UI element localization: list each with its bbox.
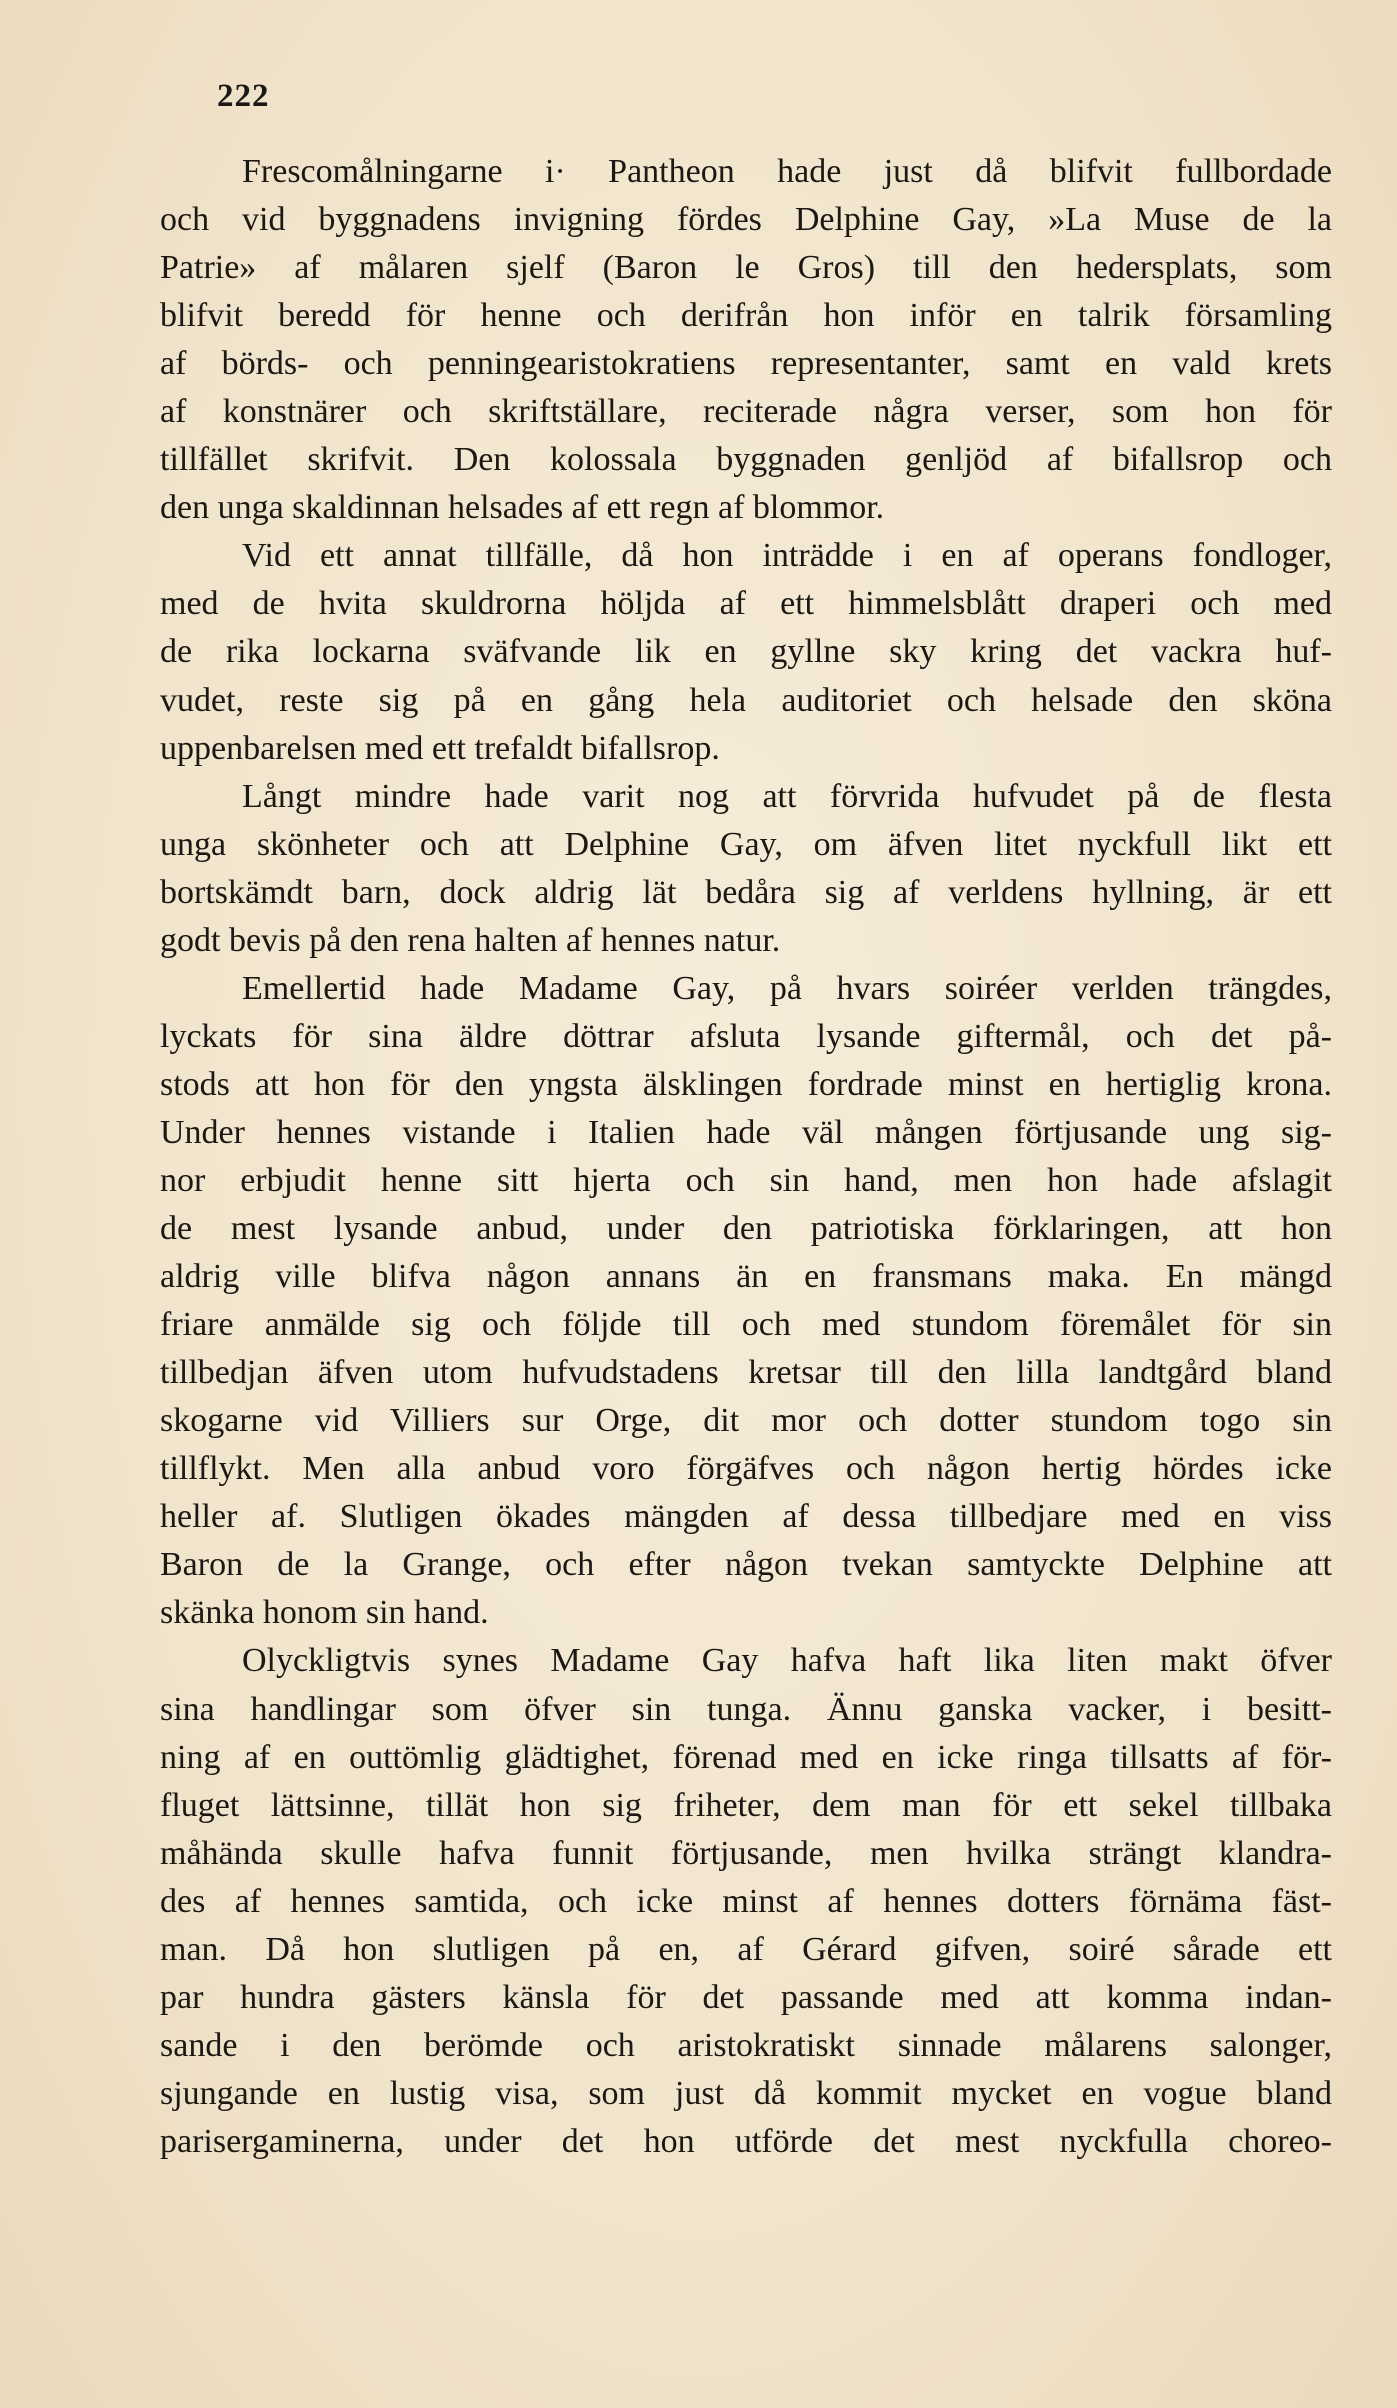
text-line: sande i den berömde och aristokratiskt sinnade målarens salonger,: [160, 2026, 1332, 2064]
text-line: tillfället skrifvit. Den kolossala byggnaden genljöd af bifallsrop och: [160, 441, 1332, 479]
text-line: uppenbarelsen med ett trefaldt bifallsrop.: [160, 729, 720, 767]
text-line: heller af. Slutligen ökades mängden af dessa tillbedjare med en viss: [160, 1498, 1332, 1536]
text-line: sjungande en lustig visa, som just då kommit mycket en vogue bland: [160, 2074, 1332, 2112]
text-line: man. Då hon slutligen på en, af Gérard gifven, soiré sårade ett: [160, 1930, 1332, 1968]
text-line: unga skönheter och att Delphine Gay, om äfven litet nyckfull likt ett: [160, 825, 1332, 863]
text-line: godt bevis på den rena halten af hennes natur.: [160, 921, 781, 959]
text-line: tillbedjan äfven utom hufvudstadens kretsar till den lilla landtgård bland: [160, 1354, 1332, 1392]
text-line: Långt mindre hade varit nog att förvrida hufvudet på de flesta: [242, 777, 1332, 815]
text-line: de rika lockarna sväfvande lik en gyllne sky kring det vackra huf-: [160, 633, 1332, 671]
text-line: vudet, reste sig på en gång hela auditoriet och helsade den sköna: [160, 681, 1332, 719]
text-line: fluget lättsinne, tillät hon sig friheter, dem man för ett sekel tillbaka: [160, 1786, 1332, 1824]
text-line: friare anmälde sig och följde till och med stundom föremålet för sin: [160, 1306, 1332, 1344]
text-line: par hundra gästers känsla för det passande med att komma indan-: [160, 1978, 1332, 2016]
text-line: af konstnärer och skriftställare, reciterade några verser, som hon för: [160, 393, 1332, 431]
text-line: tillflykt. Men alla anbud voro förgäfves och någon hertig hördes icke: [160, 1450, 1332, 1488]
text-line: den unga skaldinnan helsades af ett regn af blommor.: [160, 489, 885, 527]
body-text: [160, 148, 1332, 2166]
text-line: blifvit beredd för henne och derifrån hon inför en talrik församling: [160, 297, 1332, 335]
text-line: lyckats för sina äldre döttrar afsluta lysande giftermål, och det på-: [160, 1017, 1332, 1055]
text-line: sina handlingar som öfver sin tunga. Ännu ganska vacker, i besitt-: [160, 1690, 1332, 1728]
text-line: Under hennes vistande i Italien hade väl mången förtjusande ung sig-: [160, 1113, 1332, 1151]
text-line: nor erbjudit henne sitt hjerta och sin hand, men hon hade afslagit: [160, 1161, 1332, 1199]
text-line: ning af en outtömlig glädtighet, förenad med en icke ringa tillsatts af för-: [160, 1738, 1332, 1776]
text-line: af börds- och penningearistokratiens representanter, samt en vald krets: [160, 345, 1332, 383]
text-line: skogarne vid Villiers sur Orge, dit mor och dotter stundom togo sin: [160, 1402, 1332, 1440]
text-line: Baron de la Grange, och efter någon tvekan samtyckte Delphine att: [160, 1546, 1332, 1584]
page-number: 222: [217, 78, 270, 114]
text-line: Olyckligtvis synes Madame Gay hafva haft lika liten makt öfver: [242, 1642, 1332, 1680]
text-line: Emellertid hade Madame Gay, på hvars soiréer verlden trängdes,: [242, 969, 1332, 1007]
text-line: de mest lysande anbud, under den patriotiska förklaringen, att hon: [160, 1210, 1332, 1248]
text-line: bortskämdt barn, dock aldrig lät bedåra sig af verldens hyllning, är ett: [160, 873, 1332, 911]
text-line: des af hennes samtida, och icke minst af hennes dotters förnäma fäst-: [160, 1882, 1332, 1920]
text-line: och vid byggnadens invigning fördes Delphine Gay, »La Muse de la: [160, 201, 1332, 239]
text-line: parisergaminerna, under det hon utförde det mest nyckfulla choreo-: [160, 2122, 1332, 2160]
text-line: Frescomålningarne i· Pantheon hade just då blifvit fullbordade: [242, 153, 1332, 190]
text-line: stods att hon för den yngsta älsklingen fordrade minst en hertiglig krona.: [160, 1065, 1332, 1103]
text-line: Patrie» af målaren sjelf (Baron le Gros) till den hedersplats, som: [160, 249, 1332, 287]
text-line: måhända skulle hafva funnit förtjusande, men hvilka strängt klandra-: [160, 1834, 1332, 1872]
text-line: skänka honom sin hand.: [160, 1594, 489, 1632]
text-line: aldrig ville blifva någon annans än en fransmans maka. En mängd: [160, 1258, 1332, 1296]
text-line: Vid ett annat tillfälle, då hon inträdde i en af operans fondloger,: [242, 537, 1332, 575]
text-line: med de hvita skuldrorna höljda af ett himmelsblått draperi och med: [160, 585, 1332, 623]
